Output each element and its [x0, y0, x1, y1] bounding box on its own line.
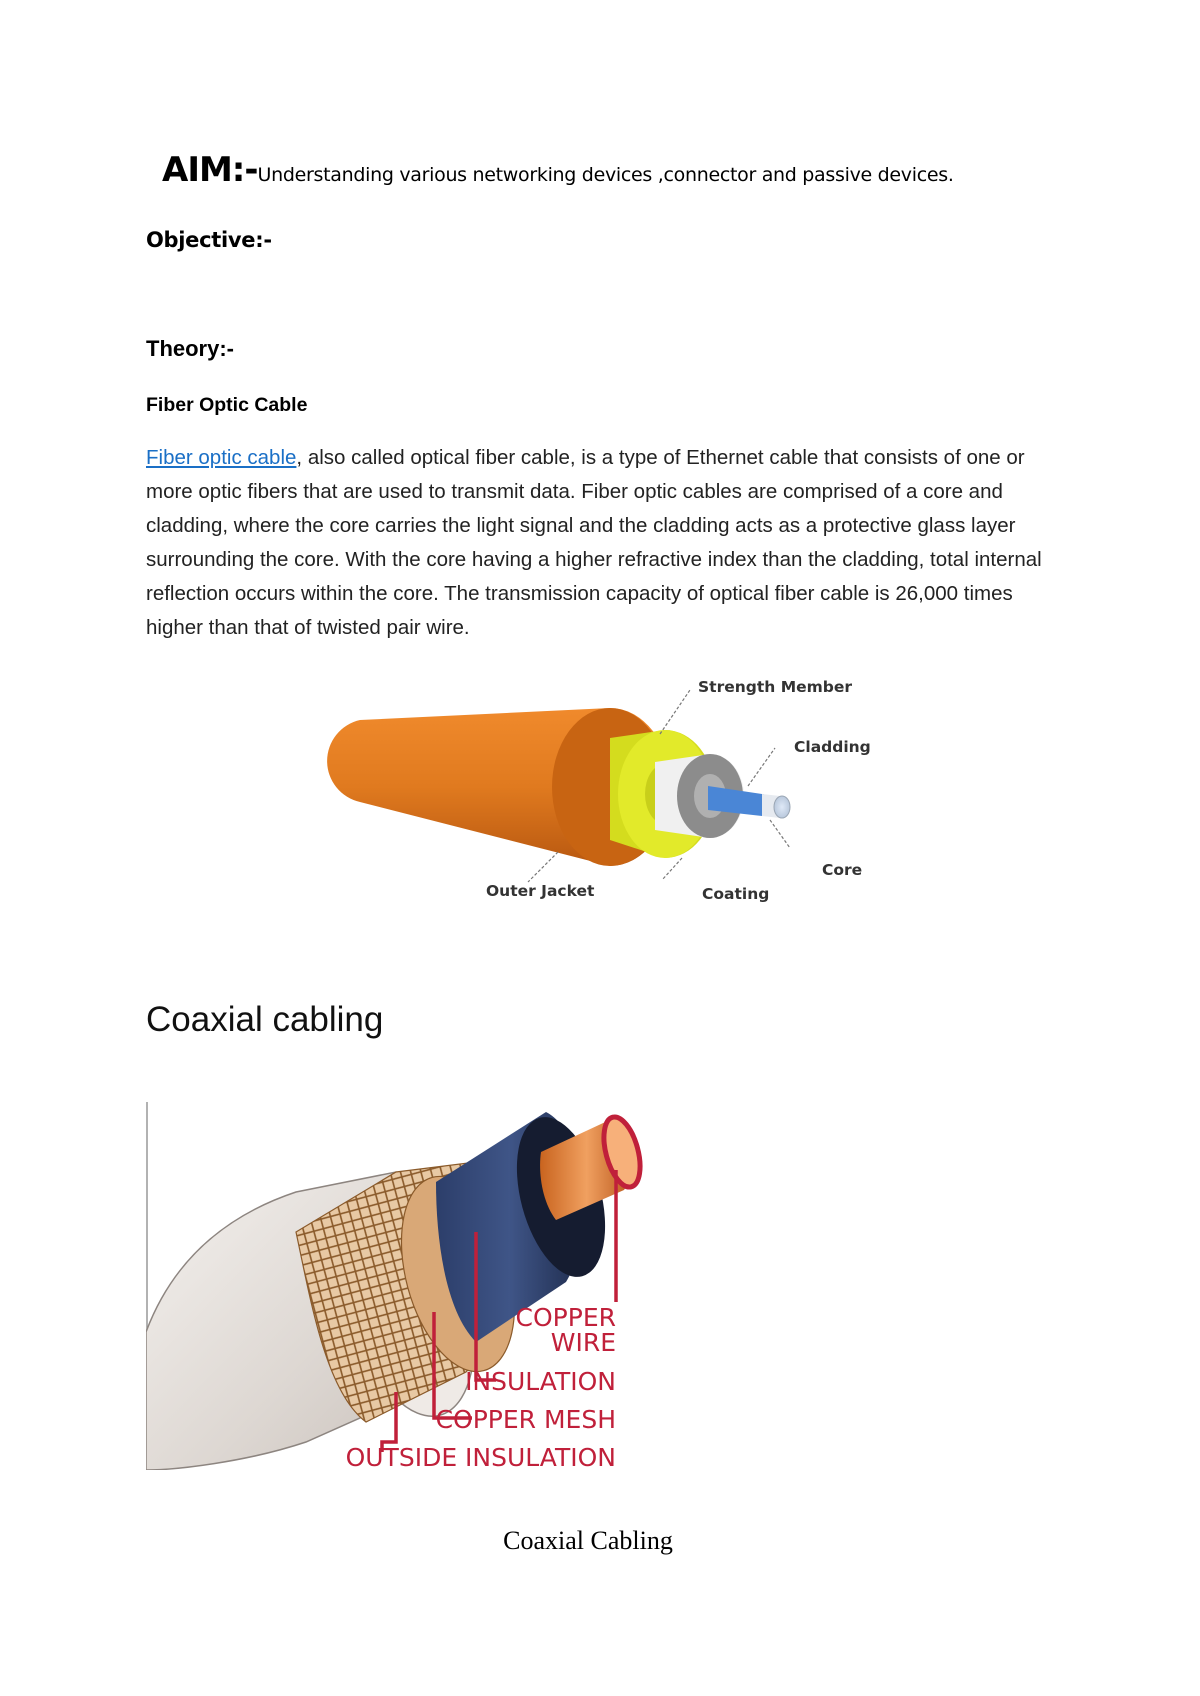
- core-end: [774, 796, 790, 818]
- objective-heading: Objective:-: [146, 228, 272, 252]
- core-label: Core: [822, 861, 863, 879]
- strength-member-label: Strength Member: [698, 678, 853, 696]
- insulation-label: INSULATION: [465, 1367, 616, 1396]
- aim-text: Understanding various networking devices ,connector and passive devices.: [257, 164, 954, 186]
- outer-jacket-label: Outer Jacket: [486, 882, 595, 900]
- fiber-optic-paragraph-text: , also called optical fiber cable, is a type of Ethernet cable that consists of one or more optic fibers that are used to transmit data. Fiber optic cables are comprised of a core and cladding, where the core carries the light signal and the cladding acts as a protective glass layer surrounding the core. With the core having a higher refractive index than the cladding, total internal reflection occurs within the core. The transmission capacity of optical fiber cable is 26,000 times higher than that of twisted pair wire.: [146, 446, 1042, 639]
- copper-mesh-label: COPPER MESH: [435, 1405, 616, 1434]
- fiber-optic-link[interactable]: Fiber optic cable: [146, 446, 297, 469]
- coating-label: Coating: [702, 885, 770, 903]
- outside-insulation-label: OUTSIDE INSULATION: [345, 1443, 616, 1470]
- aim-line: [162, 150, 954, 190]
- coaxial-heading: Coaxial cabling: [146, 1000, 384, 1039]
- copper-wire-label-2: WIRE: [550, 1328, 616, 1357]
- coaxial-diagram: [146, 1102, 686, 1470]
- fiber-optic-heading: Fiber Optic Cable: [146, 394, 308, 416]
- aim-label: AIM:-: [162, 150, 258, 190]
- coaxial-caption: Coaxial Cabling: [503, 1526, 673, 1555]
- fiber-optic-paragraph: [146, 441, 1066, 645]
- cladding-label: Cladding: [794, 738, 871, 756]
- fiber-optic-diagram: [310, 670, 920, 930]
- theory-heading: Theory:-: [146, 336, 234, 361]
- copper-wire-label-1: COPPER: [515, 1303, 616, 1332]
